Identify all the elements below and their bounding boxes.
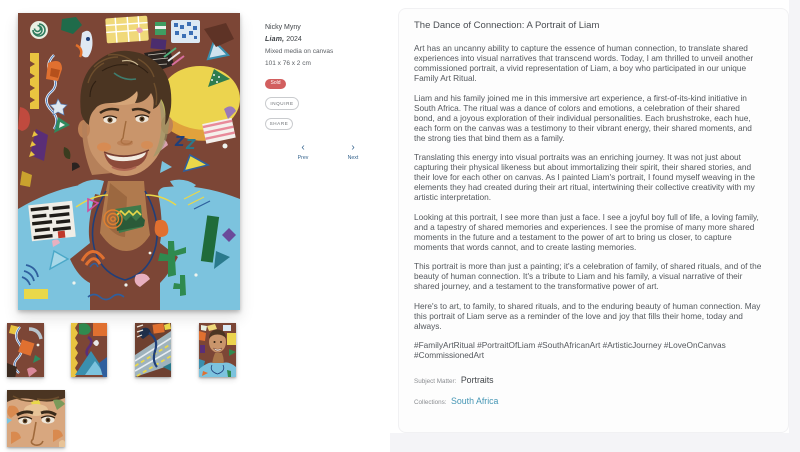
chevron-left-icon: ‹ [301,142,305,153]
prev-link[interactable] [288,143,318,161]
thumbnail-full-portrait[interactable] [199,323,236,377]
artwork-medium: Mixed media on canvas [265,48,334,55]
artwork-title-line [265,36,395,43]
page-gutter-bottom [390,433,800,452]
essay-panel [398,8,789,433]
essay-paragraph: Translating this energy into visual portraits was an enriching journey. It was not just about capturing their physical likeness but about immortalizing their spirit, their shared stories, and their love for each other on canvas. As I painted Liam's portrait, I found myself weaving in the elements they had created during their art ritual, intertwining their collective creativity with my artistic interpretation. [414,152,756,202]
artist-name: Nicky Myny [265,24,301,31]
prev-label: Prev [297,155,309,161]
artwork-title: Liam, [265,36,285,43]
essay-paragraph: Here's to art, to family, to shared rituals, and to the enduring beauty of human connection. May this portrait of Liam serve as a reminder of the love and joy that fills their home, today and always. [414,300,761,331]
portrait-painting-illustration [18,13,240,310]
artwork-meta [414,370,762,410]
subject-matter-label: Subject Matter: [414,377,457,385]
essay-hashtags: #FamilyArtRitual #PortraitOfLiam #SouthAfricanArt #ArtisticJourney #LoveOnCanvas #CommissionedArt [414,340,726,360]
essay-paragraph: Liam and his family joined me in this immersive art experience, a first-of-its-kind initiative in South Africa. The ritual was a dance of colors and emotions, a celebration of their shared bond, and a joyous exploration of their individual personalities. Each brushstroke, each hue, each form on the canvas was a testimony to their vibrant energy, their shared moments, and the strong ties that bind them as a family. [414,92,752,143]
thumbnail-detail-1[interactable] [7,323,44,377]
inquire-button[interactable]: INQUIRE [265,97,299,110]
artwork-info-panel [265,24,395,130]
subject-matter-value: Portraits [460,374,494,385]
collections-link[interactable]: South Africa [451,396,499,406]
status-badge-sold: Sold [265,79,286,89]
artwork-dimensions: 101 x 76 x 2 cm [265,59,311,67]
collections-label: Collections: [414,399,447,406]
svg-text:Z: Z [186,138,196,153]
svg-text:Z: Z [175,135,185,150]
share-button[interactable]: SHARE [265,118,293,131]
essay-paragraph: This portrait is more than just a painting; it's a celebration of family, of shared rituals, and of the beauty of human connection. It's a tribute to Liam and his family, a visual narrative of their shared journey, and a testament to the transformative power of art. [414,261,762,291]
artwork-main-image[interactable] [18,13,240,310]
thumbnail-detail-3[interactable] [135,323,171,377]
thumbnail-detail-2[interactable] [71,323,107,377]
essay-title: The Dance of Connection: A Portrait of Liam [414,20,600,31]
essay-paragraph: Looking at this portrait, I see more than just a face. I see a joyful boy full of life, a loving family, and a tapestry of shared memories and experiences. I see the promise of many more shared moments in the future and a testament to the power of art to bring us closer, to capture moments that words cannot, and to create lasting memories. [414,211,759,252]
page-gutter-right [789,0,800,452]
artwork-year: 2024 [286,36,302,43]
next-link[interactable] [338,143,368,161]
essay-paragraph: Art has an uncanny ability to capture the essence of human connection, to translate shared experiences into visual narratives that transcend words. Today, I am thrilled to unveil another commissioned portrait, a vivid representation of Liam, a boy who participated in our unique Family Art Ritual. [414,43,754,83]
artwork-pager [288,143,368,161]
next-label: Next [347,155,359,161]
thumbnail-face-closeup[interactable] [7,390,65,447]
chevron-right-icon: › [351,142,355,153]
